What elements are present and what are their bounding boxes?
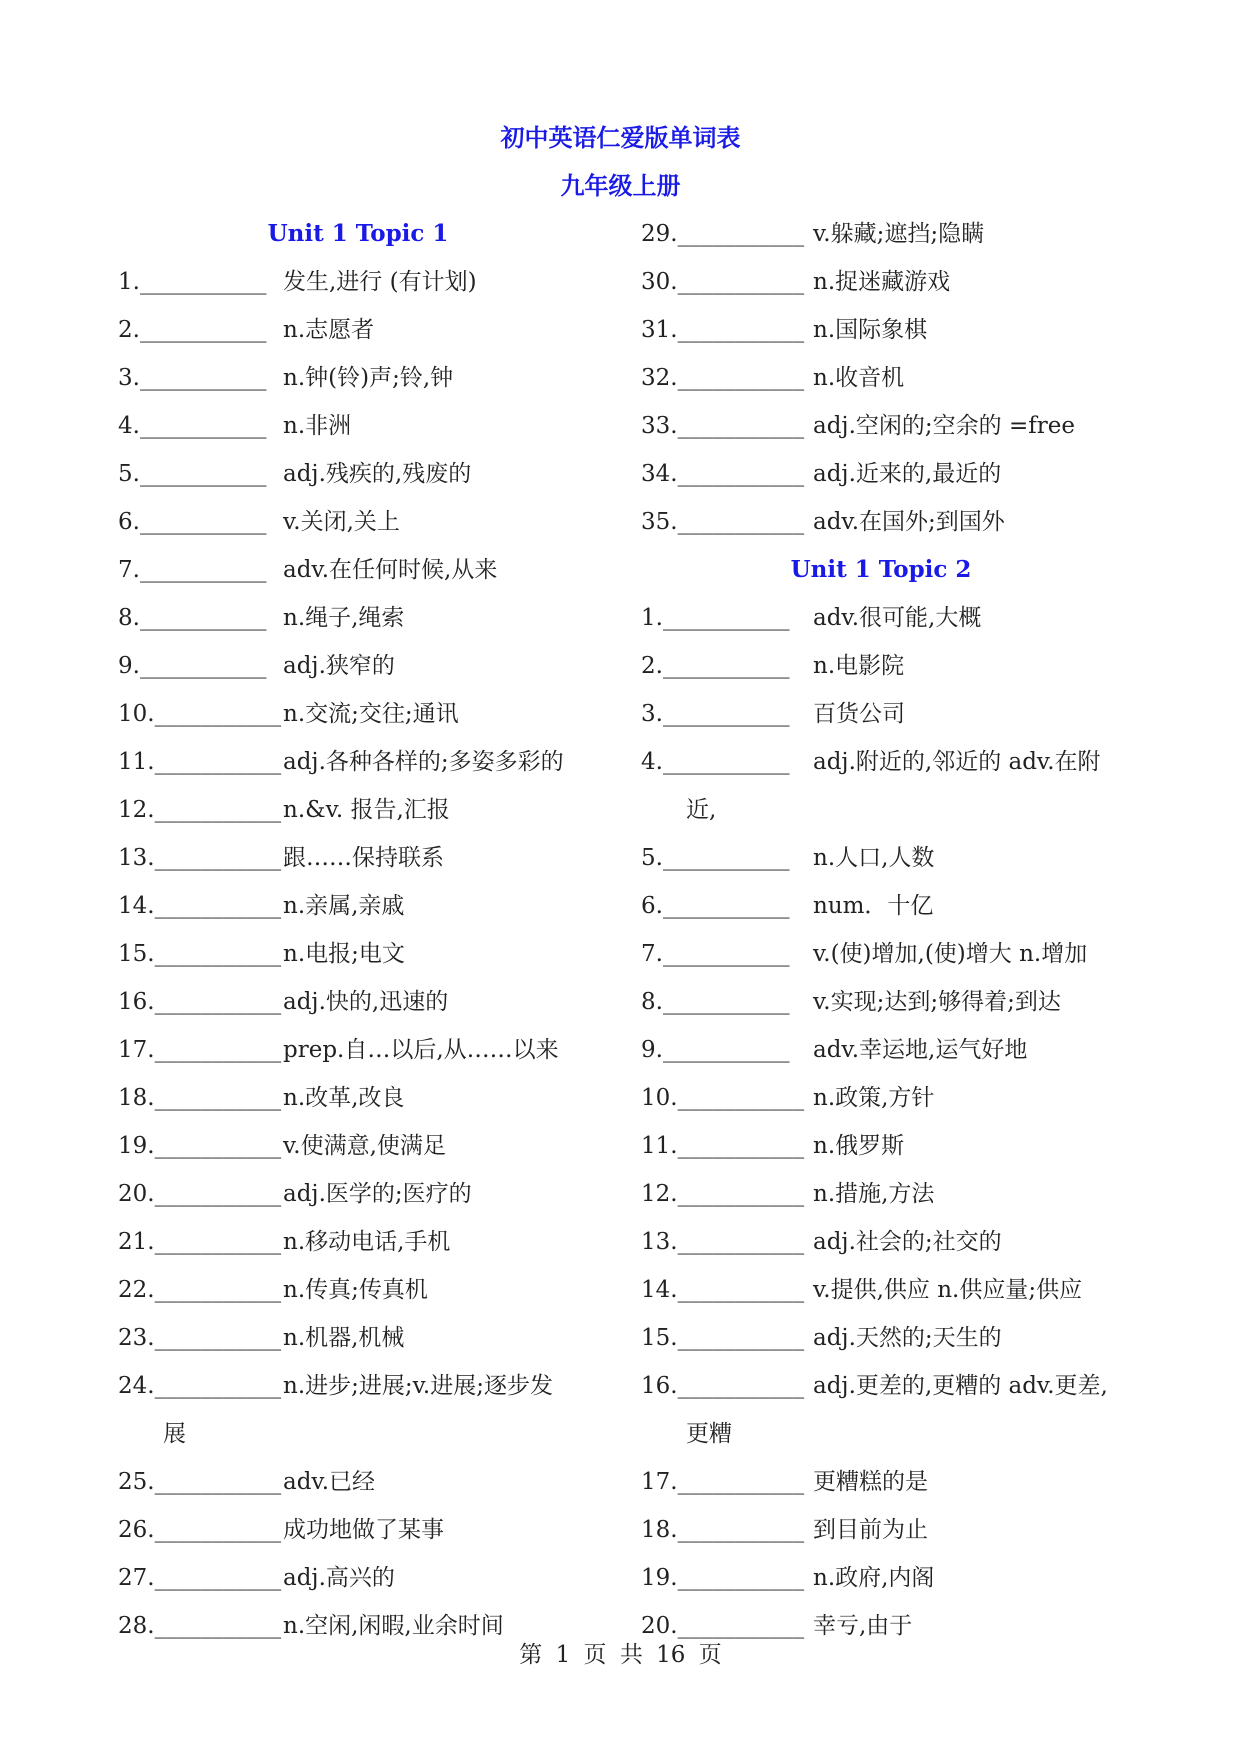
item-number: 33. [641, 413, 678, 439]
vocab-row [641, 258, 1161, 306]
definition: v.躲藏;遮挡;隐瞒 [813, 221, 985, 247]
answer-blank: ___________ [662, 1037, 790, 1063]
definition: adj.近来的,最近的 [813, 461, 1002, 487]
definition: adv.很可能,大概 [813, 605, 982, 631]
item-number: 10. [641, 1085, 678, 1111]
vocab-row [641, 1362, 1161, 1410]
item-number: 12. [641, 1181, 678, 1207]
answer-blank: ___________ [154, 701, 282, 727]
answer-blank: ___________ [662, 941, 790, 967]
answer-blank: ___________ [154, 749, 282, 775]
item-number: 2. [118, 317, 140, 343]
definition: 百货公司 [813, 701, 905, 727]
item-number: 17. [641, 1469, 678, 1495]
item-number: 12. [118, 797, 155, 823]
definition-continuation: 更糟 [686, 1421, 732, 1447]
answer-blank: ___________ [677, 509, 805, 535]
definition: n.绳子,绳索 [283, 605, 405, 631]
vocab-row [641, 690, 1161, 738]
vocab-row [118, 1218, 618, 1266]
item-number: 30. [641, 269, 678, 295]
vocab-row [641, 1026, 1161, 1074]
answer-blank: ___________ [662, 749, 790, 775]
definition: adj.快的,迅速的 [283, 989, 449, 1015]
definition: n.政策,方针 [813, 1085, 935, 1111]
definition: num．十亿 [813, 893, 934, 919]
answer-blank: ___________ [677, 413, 805, 439]
answer-blank: ___________ [154, 1469, 282, 1495]
definition: n.&v. 报告,汇报 [283, 797, 450, 823]
answer-blank: ___________ [154, 1565, 282, 1591]
item-number: 21. [118, 1229, 155, 1255]
vocab-row [641, 1506, 1161, 1554]
answer-blank: ___________ [677, 317, 805, 343]
definition: 跟……保持联系 [283, 845, 444, 871]
item-number: 23. [118, 1325, 155, 1351]
answer-blank: ___________ [154, 797, 282, 823]
definition-continuation: 近, [686, 797, 717, 823]
definition: n.传真;传真机 [283, 1277, 428, 1303]
definition: v.使满意,使满足 [283, 1133, 446, 1159]
item-number: 27. [118, 1565, 155, 1591]
answer-blank: ___________ [677, 461, 805, 487]
answer-blank: ___________ [677, 1565, 805, 1591]
item-number: 7. [641, 941, 663, 967]
item-number: 34. [641, 461, 678, 487]
item-number: 15. [641, 1325, 678, 1351]
item-number: 11. [118, 749, 155, 775]
answer-blank: ___________ [139, 317, 267, 343]
unit-topic-heading: Unit 1 Topic 1 [267, 220, 449, 247]
definition: adv.在国外;到国外 [813, 509, 1005, 535]
answer-blank: ___________ [677, 1613, 805, 1639]
item-number: 5. [641, 845, 663, 871]
definition: n.进步;进展;v.进展;逐步发 [283, 1373, 553, 1399]
definition: n.政府,内阁 [813, 1565, 935, 1591]
vocab-row [641, 1554, 1161, 1602]
vocab-row [118, 978, 618, 1026]
item-number: 11. [641, 1133, 678, 1159]
definition: adj.空闲的;空余的 =free [813, 413, 1075, 439]
answer-blank: ___________ [677, 1085, 805, 1111]
item-number: 1. [118, 269, 140, 295]
answer-blank: ___________ [154, 1037, 282, 1063]
item-number: 24. [118, 1373, 155, 1399]
definition: prep.自…以后,从……以来 [283, 1037, 559, 1063]
vocab-row [641, 978, 1161, 1026]
definition: v.提供,供应 n.供应量;供应 [813, 1277, 1083, 1303]
definition: n.措施,方法 [813, 1181, 935, 1207]
item-number: 17. [118, 1037, 155, 1063]
item-number: 16. [118, 989, 155, 1015]
definition: n.移动电话,手机 [283, 1229, 451, 1255]
vocab-row [641, 930, 1161, 978]
item-number: 22. [118, 1277, 155, 1303]
item-number: 32. [641, 365, 678, 391]
answer-blank: ___________ [662, 653, 790, 679]
vocab-row [118, 1074, 618, 1122]
item-number: 10. [118, 701, 155, 727]
answer-blank: ___________ [677, 221, 805, 247]
vocab-row [118, 1506, 618, 1554]
vocab-row [641, 882, 1161, 930]
vocab-row [118, 1170, 618, 1218]
item-number: 14. [641, 1277, 678, 1303]
vocab-row [118, 258, 618, 306]
item-number: 4. [118, 413, 140, 439]
item-number: 18. [641, 1517, 678, 1543]
definition: n.电报;电文 [283, 941, 405, 967]
item-number: 6. [641, 893, 663, 919]
item-number: 25. [118, 1469, 155, 1495]
vocab-row [641, 1122, 1161, 1170]
answer-blank: ___________ [154, 1277, 282, 1303]
item-number: 20. [118, 1181, 155, 1207]
vocab-row [118, 546, 618, 594]
vocab-row [641, 402, 1161, 450]
item-number: 5. [118, 461, 140, 487]
answer-blank: ___________ [677, 1325, 805, 1351]
definition: n.电影院 [813, 653, 905, 679]
definition: adj.附近的,邻近的 adv.在附 [813, 749, 1101, 775]
answer-blank: ___________ [154, 1613, 282, 1639]
item-number: 4. [641, 749, 663, 775]
document-subtitle: 九年级上册 [560, 171, 681, 200]
vocab-row [118, 930, 618, 978]
item-number: 6. [118, 509, 140, 535]
item-number: 7. [118, 557, 140, 583]
vocab-row [641, 306, 1161, 354]
answer-blank: ___________ [154, 1373, 282, 1399]
vocab-row [641, 1266, 1161, 1314]
answer-blank: ___________ [139, 365, 267, 391]
answer-blank: ___________ [677, 269, 805, 295]
item-number: 18. [118, 1085, 155, 1111]
answer-blank: ___________ [154, 1325, 282, 1351]
vocab-row [641, 594, 1161, 642]
item-number: 9. [641, 1037, 663, 1063]
definition: n.人口,人数 [813, 845, 935, 871]
definition: n.俄罗斯 [813, 1133, 905, 1159]
answer-blank: ___________ [154, 893, 282, 919]
answer-blank: ___________ [677, 1229, 805, 1255]
vocab-row [118, 1362, 618, 1410]
item-number: 9. [118, 653, 140, 679]
answer-blank: ___________ [139, 605, 267, 631]
item-number: 3. [641, 701, 663, 727]
page-footer: 第 1 页 共 16 页 [519, 1642, 722, 1668]
answer-blank: ___________ [139, 413, 267, 439]
definition: v.实现;达到;够得着;到达 [813, 989, 1061, 1015]
answer-blank: ___________ [662, 605, 790, 631]
item-number: 29. [641, 221, 678, 247]
answer-blank: ___________ [677, 365, 805, 391]
definition: n.捉迷藏游戏 [813, 269, 951, 295]
definition: adv.在任何时候,从来 [283, 557, 498, 583]
vocab-row [118, 1554, 618, 1602]
answer-blank: ___________ [154, 845, 282, 871]
vocab-row [641, 1218, 1161, 1266]
vocab-row [118, 1458, 618, 1506]
item-number: 2. [641, 653, 663, 679]
item-number: 13. [641, 1229, 678, 1255]
vocab-row [118, 786, 618, 834]
vocab-row [641, 1314, 1161, 1362]
vocab-row [641, 834, 1161, 882]
definition: 发生,进行 (有计划) [283, 269, 477, 295]
definition: n.机器,机械 [283, 1325, 405, 1351]
item-number: 19. [641, 1565, 678, 1591]
vocab-row [118, 402, 618, 450]
answer-blank: ___________ [139, 557, 267, 583]
answer-blank: ___________ [662, 989, 790, 1015]
answer-blank: ___________ [677, 1469, 805, 1495]
definition: adj.更差的,更糟的 adv.更差, [813, 1373, 1108, 1399]
definition: adj.狭窄的 [283, 653, 395, 679]
definition: n.改革,改良 [283, 1085, 405, 1111]
item-number: 8. [118, 605, 140, 631]
definition: v.(使)增加,(使)增大 n.增加 [813, 941, 1088, 967]
answer-blank: ___________ [154, 989, 282, 1015]
vocab-row [641, 1458, 1161, 1506]
item-number: 14. [118, 893, 155, 919]
vocab-row [641, 450, 1161, 498]
vocab-row [118, 1266, 618, 1314]
definition: adj.社会的;社交的 [813, 1229, 1002, 1255]
definition: n.志愿者 [283, 317, 375, 343]
answer-blank: ___________ [677, 1277, 805, 1303]
vocab-row [641, 1074, 1161, 1122]
item-number: 35. [641, 509, 678, 535]
answer-blank: ___________ [154, 1133, 282, 1159]
definition: 幸亏,由于 [813, 1613, 913, 1639]
item-number: 1. [641, 605, 663, 631]
definition: adj.残疾的,残废的 [283, 461, 472, 487]
item-number: 31. [641, 317, 678, 343]
item-number: 19. [118, 1133, 155, 1159]
vocab-row [118, 1026, 618, 1074]
unit-topic-heading: Unit 1 Topic 2 [790, 556, 972, 583]
answer-blank: ___________ [677, 1133, 805, 1159]
vocab-row [118, 306, 618, 354]
vocab-row [118, 642, 618, 690]
vocab-row [118, 834, 618, 882]
definition: adv.幸运地,运气好地 [813, 1037, 1028, 1063]
right-column [641, 210, 1161, 1650]
answer-blank: ___________ [154, 1181, 282, 1207]
vocab-row [641, 642, 1161, 690]
definition: adj.各种各样的;多姿多彩的 [283, 749, 564, 775]
item-number: 16. [641, 1373, 678, 1399]
vocab-row [118, 450, 618, 498]
definition: 成功地做了某事 [283, 1517, 444, 1543]
document-title: 初中英语仁爱版单词表 [500, 123, 741, 152]
definition: adj.高兴的 [283, 1565, 395, 1591]
vocab-row [118, 690, 618, 738]
definition: adj.医学的;医疗的 [283, 1181, 472, 1207]
answer-blank: ___________ [139, 509, 267, 535]
definition: 更糟糕的是 [813, 1469, 928, 1495]
answer-blank: ___________ [154, 1517, 282, 1543]
answer-blank: ___________ [662, 701, 790, 727]
definition: n.非洲 [283, 413, 352, 439]
vocab-row [118, 1122, 618, 1170]
definition: v.关闭,关上 [283, 509, 400, 535]
answer-blank: ___________ [662, 845, 790, 871]
answer-blank: ___________ [154, 1085, 282, 1111]
vocab-row [118, 498, 618, 546]
definition: n.钟(铃)声;铃,钟 [283, 365, 454, 391]
definition: n.收音机 [813, 365, 905, 391]
vocab-row [118, 738, 618, 786]
definition: n.国际象棋 [813, 317, 928, 343]
vocab-row [641, 738, 1161, 786]
definition: adv.已经 [283, 1469, 376, 1495]
vocab-row [641, 210, 1161, 258]
answer-blank: ___________ [139, 653, 267, 679]
definition: n.空闲,闲暇,业余时间 [283, 1613, 504, 1639]
answer-blank: ___________ [139, 269, 267, 295]
item-number: 15. [118, 941, 155, 967]
answer-blank: ___________ [677, 1373, 805, 1399]
vocab-row [641, 498, 1161, 546]
answer-blank: ___________ [139, 461, 267, 487]
answer-blank: ___________ [677, 1181, 805, 1207]
item-number: 3. [118, 365, 140, 391]
item-number: 8. [641, 989, 663, 1015]
item-number: 20. [641, 1613, 678, 1639]
definition: n.交流;交往;通讯 [283, 701, 459, 727]
vocab-row [118, 882, 618, 930]
answer-blank: ___________ [154, 941, 282, 967]
vocab-row [118, 1314, 618, 1362]
definition-continuation: 展 [163, 1421, 186, 1447]
item-number: 28. [118, 1613, 155, 1639]
definition: n.亲属,亲戚 [283, 893, 405, 919]
answer-blank: ___________ [677, 1517, 805, 1543]
answer-blank: ___________ [662, 893, 790, 919]
item-number: 13. [118, 845, 155, 871]
vocab-row [641, 1170, 1161, 1218]
item-number: 26. [118, 1517, 155, 1543]
vocab-row [118, 354, 618, 402]
definition: adj.天然的;天生的 [813, 1325, 1002, 1351]
definition: 到目前为止 [813, 1517, 928, 1543]
vocab-row [118, 594, 618, 642]
vocab-row [641, 354, 1161, 402]
left-column [118, 210, 618, 1650]
answer-blank: ___________ [154, 1229, 282, 1255]
